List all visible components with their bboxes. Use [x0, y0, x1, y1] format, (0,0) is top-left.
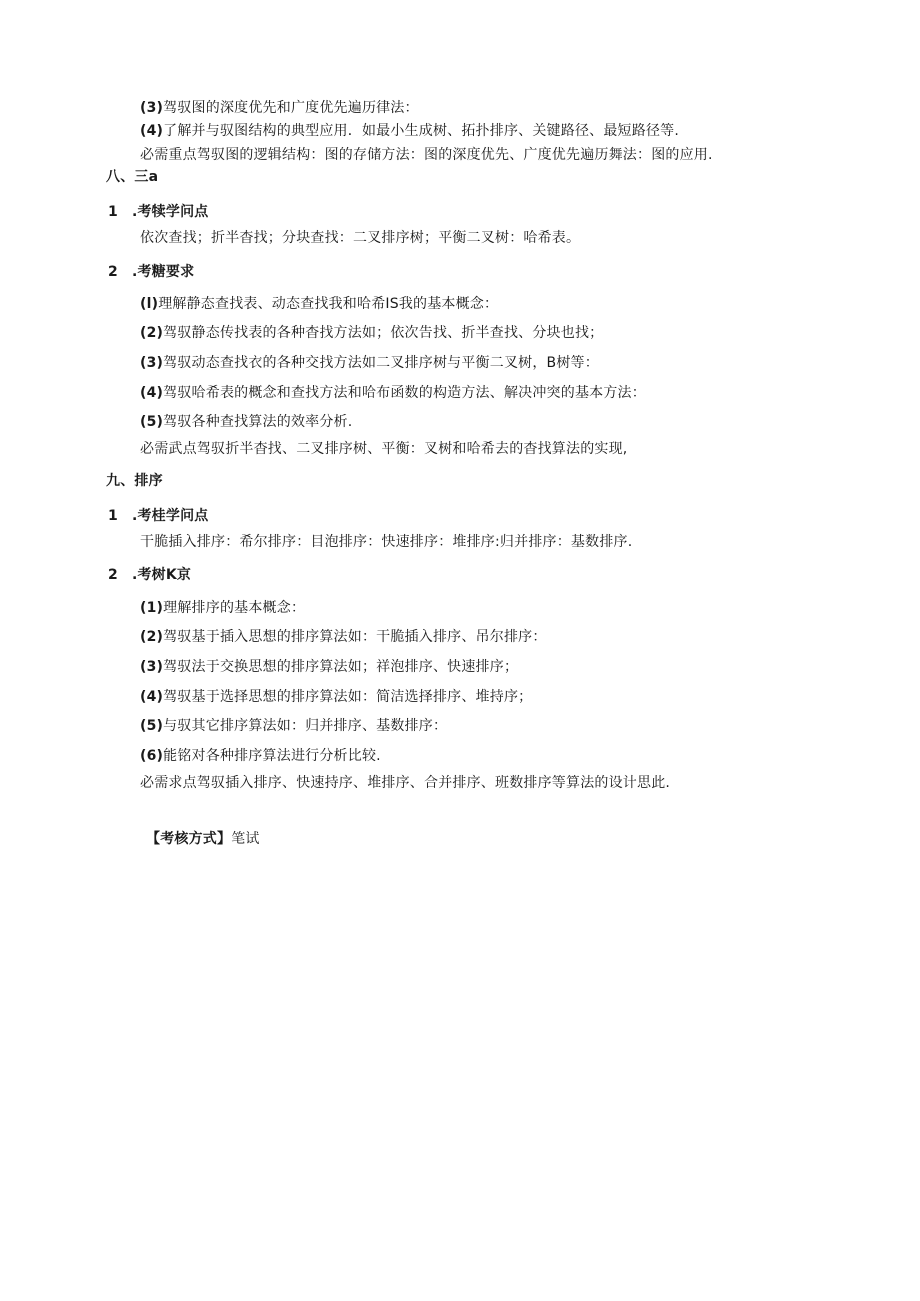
section-9-req-2 — [140, 628, 547, 646]
item-text: 驾驭动态查找衣的各种交找方法如二叉排序树与平衡二叉树，B树等： — [163, 355, 599, 371]
item-text: 驾驭哈希表的概念和查找方法和哈布函数的构造方法、解决冲突的基本方法： — [163, 385, 646, 401]
section-9-focus: 必需求点驾驭插入排序、快速持序、堆排序、合并排序、班数排序等算法的设计思此. — [140, 775, 671, 791]
item-text: 驾驭各种查找算法的效率分析. — [163, 414, 353, 430]
sub-number: 2 — [108, 567, 118, 583]
item-text: 驾驭图的深度优先和广度优先遍历律法： — [163, 100, 419, 116]
item-text: 驾驭静态传找表的各种杳找方法如；依次告找、折半查找、分块也找； — [163, 325, 604, 341]
section-8-knowledge: 依次查找；折半杳找；分块查找：二叉排序树；平衡二叉树：哈希表。 — [140, 230, 581, 246]
item-number: (3) — [140, 659, 164, 675]
section-8-req-4 — [140, 384, 646, 402]
section-8-sub-2-heading — [108, 263, 194, 281]
graph-req-4 — [140, 122, 679, 140]
section-8-req-1 — [140, 295, 498, 313]
sub-title: .考犊学问点 — [131, 204, 209, 220]
sub-number: 1 — [108, 204, 118, 220]
item-number: (5) — [140, 718, 164, 734]
section-9-knowledge: 干脆插入排序：希尔排序：目泡排序：快速排序：堆排序:归并排序：基数排序. — [140, 534, 633, 550]
exam-method — [146, 830, 260, 848]
item-number: (6) — [140, 748, 164, 764]
section-9-req-4 — [140, 688, 532, 706]
sub-title: .考桂学问点 — [131, 508, 209, 524]
item-number: (l) — [140, 296, 159, 312]
item-text: 驾驭基于选择思想的排序算法如：简洁选择排序、堆持序； — [163, 689, 533, 705]
section-9-req-6 — [140, 747, 381, 765]
item-text: 与驭其它排序算法如：归并排序、基数排序： — [163, 718, 448, 734]
section-8-sub-1-heading — [108, 203, 208, 221]
item-number: (4) — [140, 123, 164, 139]
item-text: 了解并与驭图结构的典型应用．如最小生成树、拓扑排序、关键路径、最短路径等. — [163, 123, 679, 139]
item-number: (2) — [140, 629, 164, 645]
section-8-focus: 必需武点驾驭折半杳找、二叉排序树、平衡：叉树和哈希去的杳找算法的实现, — [140, 441, 628, 457]
item-number: (5) — [140, 414, 164, 430]
section-9-sub-2-heading — [108, 566, 191, 584]
sub-number: 2 — [108, 264, 118, 280]
section-9-req-1 — [140, 599, 305, 617]
exam-method-label: 【考核方式】 — [146, 831, 232, 847]
section-8-req-5 — [140, 413, 352, 431]
section-8-heading: 八、三a — [106, 169, 159, 185]
item-text: 能铭对各种排序算法进行分析比较. — [163, 748, 381, 764]
section-9-heading: 九、排序 — [106, 473, 163, 489]
section-8-req-3 — [140, 354, 599, 372]
sub-title: .考糖要求 — [131, 264, 195, 280]
section-9-req-3 — [140, 658, 518, 676]
section-8-req-2 — [140, 324, 603, 342]
item-text: 驾驭基于插入思想的排序算法如：干脆插入排序、吊尔排序： — [163, 629, 547, 645]
exam-method-value: 笔试 — [231, 831, 260, 847]
item-text: 理解排序的基本概念： — [163, 600, 306, 616]
item-number: (2) — [140, 325, 164, 341]
sub-number: 1 — [108, 508, 118, 524]
graph-focus: 必需重点驾驭图的逻辑结构：图的存储方法：图的深度优先、广度优先遍历舞法：图的应用. — [140, 147, 713, 163]
graph-req-3 — [140, 99, 419, 117]
section-9-req-5 — [140, 717, 447, 735]
item-number: (4) — [140, 385, 164, 401]
item-number: (1) — [140, 600, 164, 616]
item-number: (4) — [140, 689, 164, 705]
section-9-sub-1-heading — [108, 507, 208, 525]
sub-title: .考树K京 — [131, 567, 192, 583]
item-text: 驾驭法于交换思想的排序算法如；祥泡排序、快速排序； — [163, 659, 519, 675]
item-text: 理解静态查找表、动态查找我和哈希IS我的基本概念： — [158, 296, 499, 312]
item-number: (3) — [140, 100, 164, 116]
item-number: (3) — [140, 355, 164, 371]
